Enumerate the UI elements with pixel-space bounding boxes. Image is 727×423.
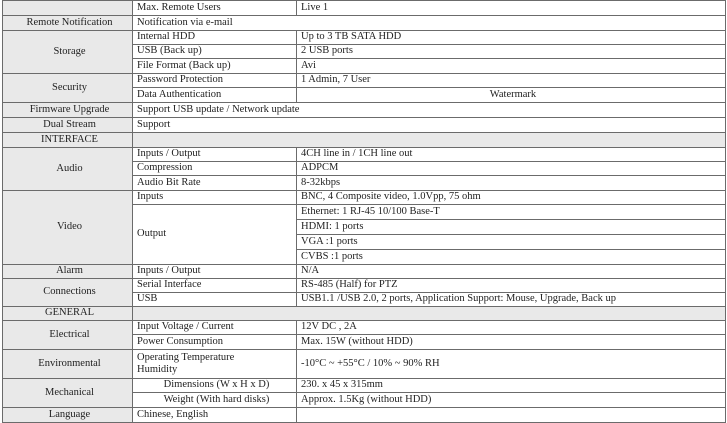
category-cell: Dual Stream <box>3 118 133 133</box>
table-row <box>3 103 726 118</box>
category-cell: Firmware Upgrade <box>3 103 133 118</box>
value-cell: RS-485 (Half) for PTZ <box>297 279 726 293</box>
table-row <box>3 31 726 45</box>
value-cell: -10°C ~ +55°C / 10% ~ 90% RH <box>297 350 726 379</box>
section-header-row <box>3 133 726 148</box>
feature-cell: Compression <box>133 162 297 176</box>
value-cell: Max. 15W (without HDD) <box>297 335 726 350</box>
value-cell: Up to 3 TB SATA HDD <box>297 31 726 45</box>
value-cell: Ethernet: 1 RJ-45 10/100 Base-T <box>297 205 726 220</box>
feature-cell: Weight (With hard disks) <box>133 393 297 408</box>
value-cell: N/A <box>297 265 726 279</box>
category-cell: Mechanical <box>3 379 133 408</box>
value-cell: Approx. 1.5Kg (without HDD) <box>297 393 726 408</box>
value-cell: VGA :1 ports <box>297 235 726 250</box>
table-row <box>3 16 726 31</box>
category-cell: Connections <box>3 279 133 307</box>
value-cell: 8-32kbps <box>297 176 726 191</box>
value-cell: CVBS :1 ports <box>297 250 726 265</box>
feature-cell: USB (Back up) <box>133 45 297 59</box>
table-row <box>3 265 726 279</box>
section-header-row <box>3 307 726 321</box>
feature-cell: Inputs / Output <box>133 265 297 279</box>
feature-cell: Input Voltage / Current <box>133 321 297 335</box>
table-row <box>3 379 726 393</box>
category-cell: Security <box>3 74 133 103</box>
table-row <box>3 321 726 335</box>
feature-cell: Audio Bit Rate <box>133 176 297 191</box>
feature-cell: Power Consumption <box>133 335 297 350</box>
value-cell: Live 1 <box>297 1 726 16</box>
section-header-fill <box>133 307 726 321</box>
section-title: INTERFACE <box>3 133 133 148</box>
table-row <box>3 148 726 162</box>
table-row <box>3 279 726 293</box>
category-cell: Remote Notification <box>3 16 133 31</box>
feature-line: Humidity <box>137 364 178 375</box>
value-cell: HDMI: 1 ports <box>297 220 726 235</box>
table-row <box>3 408 726 423</box>
table-row <box>3 191 726 205</box>
feature-line: Operating Temperature <box>137 351 235 363</box>
value-cell: ADPCM <box>297 162 726 176</box>
category-cell: Audio <box>3 148 133 191</box>
section-title: GENERAL <box>3 307 133 321</box>
category-cell: Language <box>3 408 133 423</box>
feature-cell: Internal HDD <box>133 31 297 45</box>
value-cell: USB1.1 /USB 2.0, 2 ports, Application Support: Mouse, Upgrade, Back up <box>297 293 726 307</box>
value-cell: 12V DC , 2A <box>297 321 726 335</box>
feature-cell: Data Authentication <box>133 88 297 103</box>
category-cell-empty <box>3 1 133 16</box>
table-row <box>3 74 726 88</box>
value-cell: 1 Admin, 7 User <box>297 74 726 88</box>
category-cell: Alarm <box>3 265 133 279</box>
value-cell: Avi <box>297 59 726 74</box>
value-cell: Notification via e-mail <box>133 16 726 31</box>
feature-cell: Inputs / Output <box>133 148 297 162</box>
value-cell: Watermark <box>297 88 726 103</box>
feature-cell: Output <box>133 205 297 265</box>
section-header-fill <box>133 133 726 148</box>
feature-cell <box>133 350 297 379</box>
value-cell: 4CH line in / 1CH line out <box>297 148 726 162</box>
value-cell: 230. x 45 x 315mm <box>297 379 726 393</box>
value-cell: Chinese, English <box>133 408 297 423</box>
feature-cell: Serial Interface <box>133 279 297 293</box>
feature-cell: USB <box>133 293 297 307</box>
feature-cell: Password Protection <box>133 74 297 88</box>
spec-table <box>2 0 726 423</box>
table-row <box>3 1 726 16</box>
feature-cell: Max. Remote Users <box>133 1 297 16</box>
feature-cell: Inputs <box>133 191 297 205</box>
feature-cell: Dimensions (W x H x D) <box>133 379 297 393</box>
value-cell: Support USB update / Network update <box>133 103 726 118</box>
feature-cell: File Format (Back up) <box>133 59 297 74</box>
category-cell: Video <box>3 191 133 265</box>
value-cell: BNC, 4 Composite video, 1.0Vpp, 75 ohm <box>297 191 726 205</box>
empty-cell <box>297 408 726 423</box>
category-cell: Storage <box>3 31 133 74</box>
table-row <box>3 118 726 133</box>
value-cell: 2 USB ports <box>297 45 726 59</box>
category-cell: Electrical <box>3 321 133 350</box>
value-cell: Support <box>133 118 726 133</box>
category-cell: Environmental <box>3 350 133 379</box>
table-row <box>3 350 726 379</box>
